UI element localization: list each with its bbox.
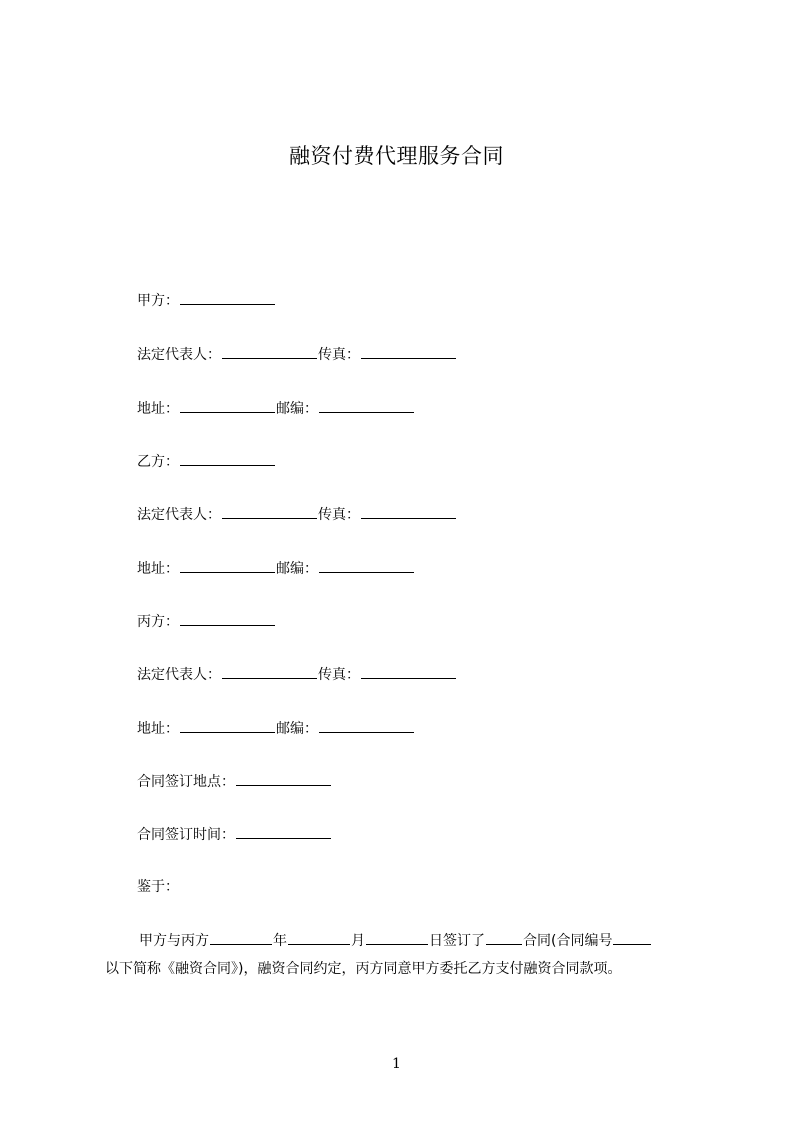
- party-b-blank: [180, 451, 275, 466]
- recital-number-blank: [613, 930, 651, 945]
- signing-time-line: [137, 824, 332, 845]
- signing-place-line: [137, 771, 332, 792]
- party-b-postcode-label: 邮编：: [276, 561, 318, 577]
- party-b-line: [137, 451, 276, 472]
- party-a-fax-blank: [361, 344, 456, 359]
- party-c-line: [137, 611, 276, 632]
- party-c-address-blank: [180, 718, 275, 733]
- party-a-fax-label: 传真：: [318, 347, 360, 363]
- party-a-line: [137, 290, 276, 311]
- party-b-address-label: 地址：: [137, 561, 179, 577]
- party-c-fax-label: 传真：: [318, 667, 360, 683]
- party-c-rep-label: 法定代表人：: [137, 667, 221, 683]
- signing-time-blank: [236, 824, 331, 839]
- recital-contract-blank: [486, 930, 522, 945]
- recital-part5: 合同(合同编号: [523, 933, 613, 949]
- document-title: 融资付费代理服务合同: [289, 144, 504, 168]
- party-c-rep-line: [137, 664, 457, 685]
- party-b-rep-line: [137, 504, 457, 525]
- party-a-rep-blank: [222, 344, 317, 359]
- party-b-rep-label: 法定代表人：: [137, 507, 221, 523]
- party-c-address-line: [137, 718, 415, 739]
- party-c-label: 丙方：: [137, 614, 179, 630]
- party-a-postcode-label: 邮编：: [276, 401, 318, 417]
- party-b-postcode-blank: [319, 558, 414, 573]
- party-c-postcode-blank: [319, 718, 414, 733]
- party-a-rep-label: 法定代表人：: [137, 347, 221, 363]
- party-b-address-line: [137, 558, 415, 579]
- party-a-label: 甲方：: [137, 293, 179, 309]
- party-a-address-label: 地址：: [137, 401, 179, 417]
- signing-time-label: 合同签订时间：: [137, 827, 235, 843]
- recital-paragraph: [105, 927, 705, 983]
- party-b-fax-blank: [361, 504, 456, 519]
- party-a-address-line: [137, 398, 415, 419]
- recital-part2: 年: [273, 933, 287, 949]
- recital-part1: 甲方与丙方: [139, 933, 209, 949]
- signing-place-blank: [236, 771, 331, 786]
- party-b-address-blank: [180, 558, 275, 573]
- party-b-fax-label: 传真：: [318, 507, 360, 523]
- party-a-rep-line: [137, 344, 457, 365]
- recital-line2: 以下简称《融资合同》)，融资合同约定，丙方同意甲方委托乙方支付融资合同款项。: [105, 961, 622, 977]
- party-b-rep-blank: [222, 504, 317, 519]
- recital-day-blank: [366, 930, 428, 945]
- recital-part3: 月: [351, 933, 365, 949]
- party-a-postcode-blank: [319, 398, 414, 413]
- party-c-fax-blank: [361, 664, 456, 679]
- page-number: 1: [392, 1056, 401, 1072]
- party-c-blank: [180, 611, 275, 626]
- recital-year-blank: [210, 930, 272, 945]
- party-b-label: 乙方：: [137, 454, 179, 470]
- signing-place-label: 合同签订地点：: [137, 774, 235, 790]
- party-c-rep-blank: [222, 664, 317, 679]
- party-c-postcode-label: 邮编：: [276, 721, 318, 737]
- party-a-address-blank: [180, 398, 275, 413]
- recital-heading: 鉴于：: [137, 879, 179, 895]
- party-a-blank: [180, 290, 275, 305]
- recital-part4: 日签订了: [429, 933, 485, 949]
- party-c-address-label: 地址：: [137, 721, 179, 737]
- recital-month-blank: [288, 930, 350, 945]
